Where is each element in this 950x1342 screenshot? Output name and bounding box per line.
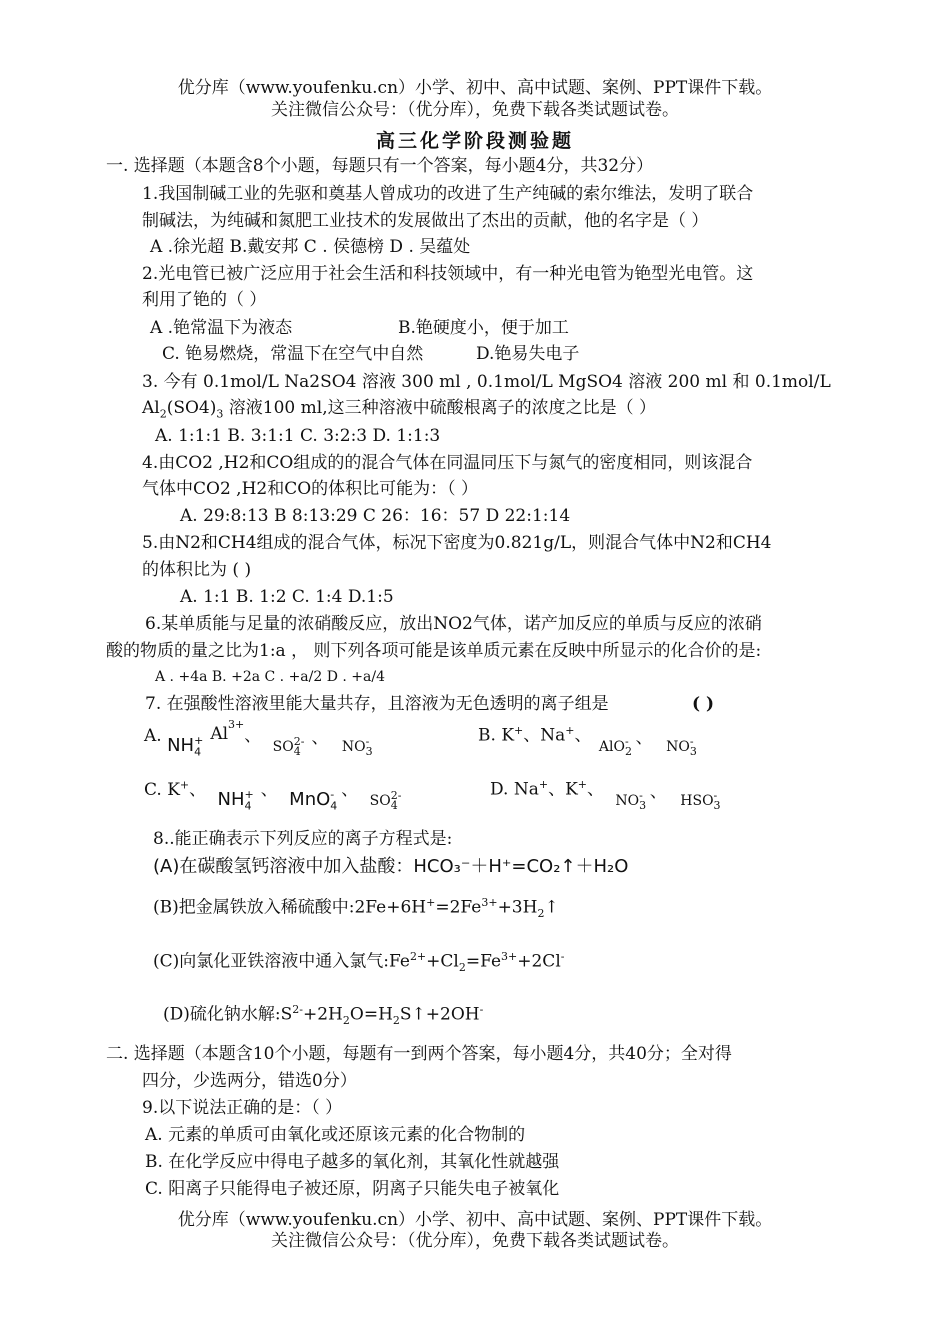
- q8-option-b: (B)把金属铁放入稀硫酸中$:2Fe+6H^+=2Fe^{3+}+3H_2↑$: [153, 896, 559, 921]
- q4-line-2: 气体中CO2 ,H2和CO的体积比可能为：（ ）: [142, 479, 479, 499]
- q3-line-2: $Al_2(SO4)_3$ 溶液100 ml,这三种溶液中硫酸根离子的浓度之比是（ ）: [142, 398, 657, 421]
- section-2-line-1: 二. 选择题（本题含10个小题，每题有一到两个答案，每小题4分，共40分；全对得: [106, 1044, 732, 1064]
- q2-option-d: D.铯易失电子: [476, 344, 580, 364]
- q6-line-2: 酸的物质的量之比为1:a ， 则下列各项可能是该单质元素在反映中所显示的化合价的是:: [106, 641, 762, 661]
- q7-line-1: 7. 在强酸性溶液里能大量共存，且溶液为无色透明的离子组是: [145, 694, 609, 714]
- q4-line-1: 4.由CO2 ,H2和CO组成的的混合气体在同温同压下与氮气的密度相同，则该混合: [142, 453, 753, 473]
- q5-line-1: 5.由N2和CH4组成的混合气体，标况下密度为0.821g/L，则混合气体中N2和CH4: [142, 533, 772, 553]
- footer-line-1: 优分库（www.youfenku.cn）小学、初中、高中试题、案例、PPT课件下载。: [177, 1210, 773, 1230]
- header-line-1: 优分库（www.youfenku.cn）小学、初中、高中试题、案例、PPT课件下载。: [177, 78, 773, 98]
- q9-option-c: C. 阳离子只能得电子被还原，阴离子只能失电子被氧化: [145, 1179, 560, 1199]
- header-line-2: 关注微信公众号：（优分库），免费下载各类试题试卷。: [271, 100, 679, 120]
- q5-options: A. 1:1 B. 1:2 C. 1:4 D.1:5: [180, 587, 394, 607]
- q2-option-a: A .铯常温下为液态: [150, 318, 293, 338]
- q7-option-c: C. K+、 $NH_4^+$ 、 MnO$_4$- 、 $_{SO_4^{2-}}$: [144, 778, 402, 813]
- q1-line-1: 1.我国制碱工业的先驱和奠基人曾成功的改进了生产纯碱的索尔维法，发明了联合: [142, 184, 754, 204]
- q6-options: A . +4a B. +2a C . +a/2 D . +a/4: [155, 669, 386, 685]
- q1-line-2: 制碱法，为纯碱和氮肥工业技术的发展做出了杰出的贡献，他的名字是（ ）: [142, 211, 709, 231]
- q9-option-b: B. 在化学反应中得电子越多的氧化剂，其氧化性就越强: [145, 1152, 560, 1172]
- section-1-heading: 一. 选择题（本题含8个小题，每题只有一个答案，每小题4分，共32分）: [106, 156, 654, 176]
- q8-option-d: (D)硫化钠水解$:S^{2-}+2H_2O=H_2S↑+2OH^-$: [163, 1003, 484, 1028]
- q8-line-1: 8..能正确表示下列反应的离子方程式是:: [153, 829, 453, 849]
- q9-line-1: 9.以下说法正确的是：（ ）: [142, 1098, 343, 1118]
- footer-line-2: 关注微信公众号：（优分库），免费下载各类试题试卷。: [271, 1231, 679, 1251]
- q8-option-c: (C)向氯化亚铁溶液中通入氯气$:Fe^{2+}+Cl_2=Fe^{3+}+2Cl^-$: [153, 950, 565, 975]
- q4-options: A. 29:8:13 B 8:13:29 C 26：16：57 D 22:1:14: [180, 506, 571, 526]
- q7-option-d: D. Na+、K+、 $_{NO_3^-}$ 、 $_{HSO_3^-}$: [490, 778, 721, 812]
- page-title: 高三化学阶段测验题: [375, 130, 574, 152]
- q3-options: A. 1:1:1 B. 3:1:1 C. 3:2:3 D. 1:1:3: [155, 426, 441, 446]
- q6-line-1: 6.某单质能与足量的浓硝酸反应，放出NO2气体，诺产加反应的单质与反应的浓硝: [145, 614, 762, 634]
- q7-option-b: B. K+、Na+、 $_{AlO_2^-}$ 、 $_{NO_3^-}$: [478, 724, 697, 758]
- section-2-line-2: 四分，少选两分，错选0分）: [142, 1071, 357, 1091]
- q2-line-1: 2.光电管已被广泛应用于社会生活和科技领域中，有一种光电管为铯型光电管。这: [142, 264, 754, 284]
- q1-options: A .徐光超 B.戴安邦 C . 侯德榜 D . 吴蕴处: [150, 237, 471, 257]
- q2-option-b: B.铯硬度小，便于加工: [398, 318, 569, 338]
- q2-line-2: 利用了铯的（ ）: [142, 290, 267, 310]
- q7-option-a: A. $NH_4^+$ $Al^{3+}$、 $_{SO_4^{2-}}$ 、 $_{NO_3^-}$: [144, 718, 373, 759]
- q7-bracket: ( ): [692, 694, 715, 714]
- q3-line-1: 3. 今有 0.1mol/L Na2SO4 溶液 300 ml , 0.1mol/L MgSO4 溶液 200 ml 和 0.1mol/L: [142, 372, 831, 392]
- q5-line-2: 的体积比为 ( ): [142, 560, 252, 580]
- q8-option-a: (A)在碳酸氢钙溶液中加入盐酸：HCO₃⁻＋H⁺=CO₂↑＋H₂O: [153, 856, 629, 877]
- q9-option-a: A. 元素的单质可由氧化或还原该元素的化合物制的: [145, 1125, 526, 1145]
- q2-option-c: C. 铯易燃烧，常温下在空气中自然: [162, 344, 424, 364]
